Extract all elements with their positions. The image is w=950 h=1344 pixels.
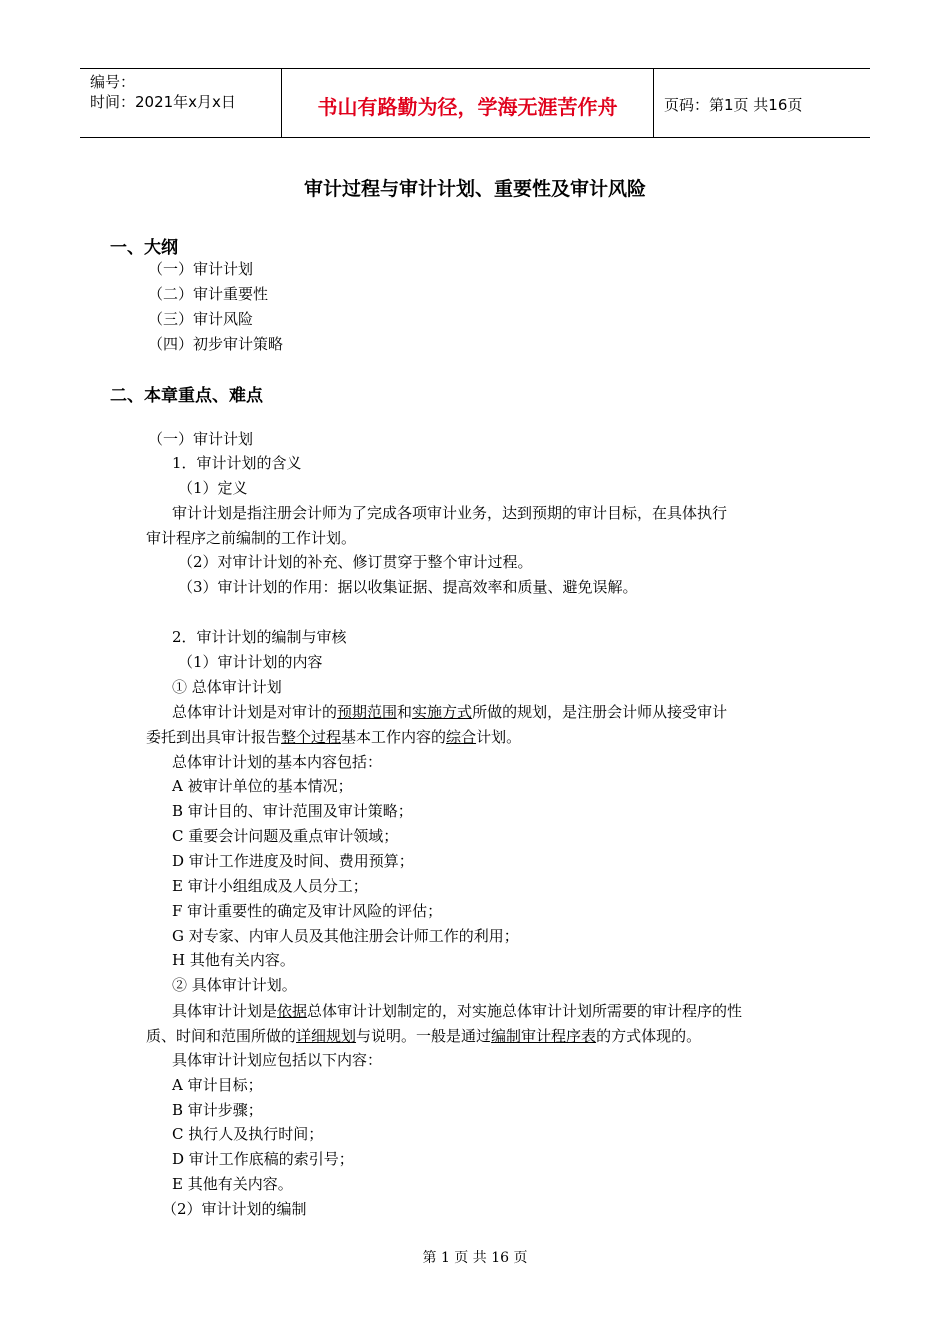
text-run: 基本工作内容的 (341, 728, 447, 746)
text-run: 的方式体现的。 (596, 1027, 702, 1045)
point-title: 2．审计计划的编制与审核 (172, 628, 347, 646)
underlined-term: 整个过程 (281, 728, 342, 746)
subsection-title: （一）审计计划 (148, 430, 254, 448)
text-run: 具体审计计划是 (172, 1002, 278, 1020)
outline-item: （一）审计计划 (148, 260, 254, 278)
underlined-term: 依据 (277, 1002, 308, 1020)
document-number-label: 编号： (90, 73, 136, 91)
underlined-term: 编制审计程序表 (491, 1027, 597, 1045)
list-item: B 审计步骤； (172, 1101, 263, 1119)
underlined-term: 实施方式 (412, 703, 473, 721)
section-heading-outline: 一、大纲 (110, 238, 178, 258)
list-item: F 审计重要性的确定及审计风险的评估； (172, 902, 443, 920)
header-left-cell (80, 69, 282, 137)
item-title: ① 总体审计计划 (172, 678, 282, 696)
section-heading-key-points: 二、本章重点、难点 (110, 386, 263, 406)
motto: 书山有路勤为径，学海无涯苦作舟 (317, 95, 618, 119)
text-run: 和 (397, 703, 413, 721)
point-title: 1．审计计划的含义 (172, 454, 302, 472)
page-footer: 第 1 页 共 16 页 (422, 1250, 528, 1266)
paragraph-line (172, 1001, 742, 1021)
text-run: 计划。 (476, 728, 522, 746)
page-info: 页码：第1页 共16页 (664, 96, 803, 114)
underlined-term: 详细规划 (296, 1027, 357, 1045)
paragraph-line (146, 727, 521, 747)
text-run: 委托到出具审计报告 (146, 728, 282, 746)
list-item: E 其他有关内容。 (172, 1175, 293, 1193)
list-item: G 对专家、内审人员及其他注册会计师工作的利用； (172, 927, 519, 945)
list-item: D 审计工作进度及时间、费用预算； (172, 852, 414, 870)
item-title: （1）审计计划的内容 (178, 653, 323, 671)
text-run: 总体审计计划制定的，对实施总体审计计划所需要的审计程序的性 (307, 1002, 743, 1020)
list-item: B 审计目的、审计范围及审计策略； (172, 802, 413, 820)
paragraph-line: 总体审计计划的基本内容包括： (172, 753, 383, 771)
document-title: 审计过程与审计计划、重要性及审计风险 (303, 178, 646, 200)
paragraph-line: 审计计划是指注册会计师为了完成各项审计业务，达到预期的审计目标，在具体执行 (172, 504, 728, 522)
underlined-term: 预期范围 (337, 703, 398, 721)
text-run: 所做的规划，是注册会计师从接受审计 (472, 703, 728, 721)
document-date: 时间：2021年x月x日 (90, 93, 236, 111)
list-item: A 审计目标； (172, 1076, 263, 1094)
text-run: 与说明。一般是通过 (356, 1027, 492, 1045)
list-item: C 重要会计问题及重点审计领域； (172, 827, 399, 845)
text-run: 质、时间和范围所做的 (146, 1027, 297, 1045)
header-table (80, 68, 870, 138)
paragraph-line: 审计程序之前编制的工作计划。 (146, 529, 357, 547)
list-item: （3）审计计划的作用：据以收集证据、提高效率和质量、避免误解。 (178, 578, 638, 596)
underlined-term: 综合 (446, 728, 477, 746)
paragraph-line (172, 702, 727, 722)
item-title: ② 具体审计计划。 (172, 976, 297, 994)
outline-item: （二）审计重要性 (148, 285, 269, 303)
text-run: 总体审计计划是对审计的 (172, 703, 338, 721)
item-title: （1）定义 (178, 479, 248, 497)
list-item: H 其他有关内容。 (172, 951, 295, 969)
paragraph-line (146, 1026, 701, 1046)
list-item: （2）对审计计划的补充、修订贯穿于整个审计过程。 (178, 553, 533, 571)
list-item: E 审计小组组成及人员分工； (172, 877, 368, 895)
paragraph-line: 具体审计计划应包括以下内容： (172, 1051, 383, 1069)
header-middle-cell (282, 69, 654, 137)
item-title: （2）审计计划的编制 (162, 1200, 307, 1218)
list-item: D 审计工作底稿的索引号； (172, 1150, 354, 1168)
header-right-cell (654, 69, 870, 137)
outline-item: （四）初步审计策略 (148, 335, 284, 353)
outline-item: （三）审计风险 (148, 310, 254, 328)
list-item: C 执行人及执行时间； (172, 1125, 324, 1143)
list-item: A 被审计单位的基本情况； (172, 777, 353, 795)
